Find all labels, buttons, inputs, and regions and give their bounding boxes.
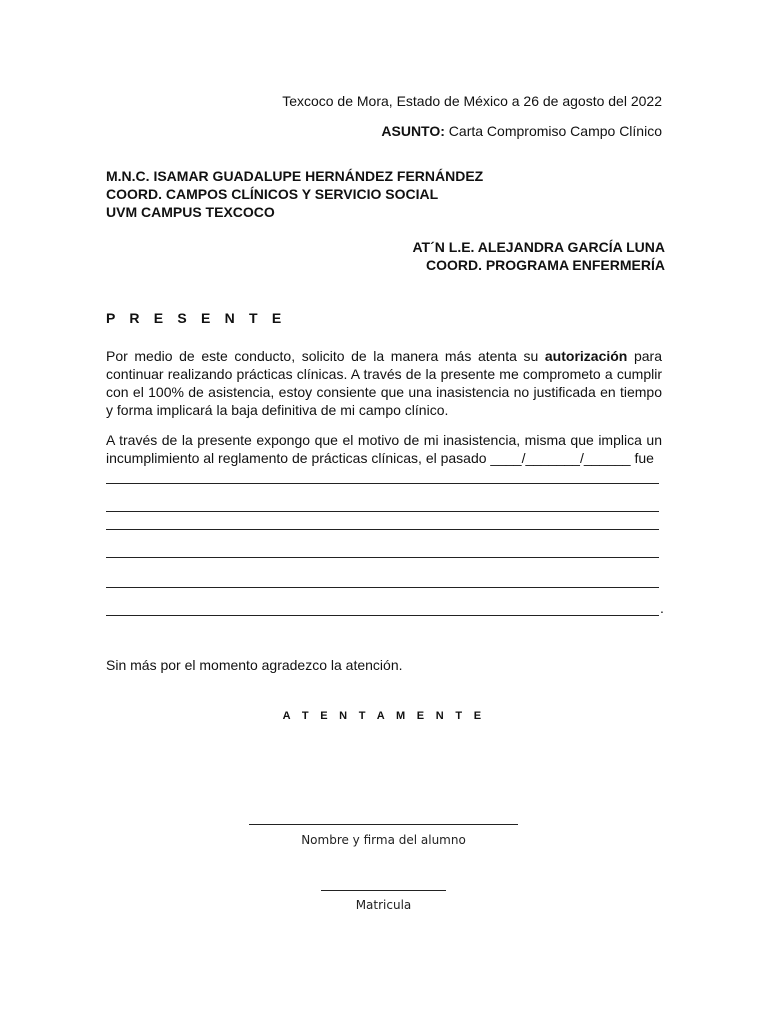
subject-line xyxy=(381,122,662,140)
place-date: Texcoco de Mora, Estado de México a 26 de agosto del 2022 xyxy=(282,93,662,109)
signature-label: Nombre y firma del alumno xyxy=(301,833,466,847)
paragraph-1-bold: autorización xyxy=(544,348,628,364)
reason-blank-line-3[interactable] xyxy=(106,529,659,530)
reason-blank-line-1[interactable] xyxy=(106,483,659,484)
paragraph-1-end: para continuar realizando prácticas clínicas. A través de la presente me comprometo a cumplir con el 100% de asistencia, estoy consiente que una inasistencia no justificada en tiempo y forma implicará la baja definitiva de mi campo clínico. xyxy=(106,348,662,418)
reason-blank-line-4[interactable] xyxy=(106,557,659,558)
addressee-role: COORD. CAMPOS CLÍNICOS Y SERVICIO SOCIAL xyxy=(106,186,439,202)
addressee-campus: UVM CAMPUS TEXCOCO xyxy=(106,204,275,220)
signature-line[interactable] xyxy=(249,824,518,825)
addressee-name: M.N.C. ISAMAR GUADALUPE HERNÁNDEZ FERNÁNDEZ xyxy=(106,168,484,184)
final-period: . xyxy=(660,600,664,616)
paragraph-authorization xyxy=(106,347,662,419)
attention-role: COORD. PROGRAMA ENFERMERÍA xyxy=(425,257,665,273)
paragraph-absence: A través de la presente expongo que el motivo de mi inasistencia, misma que implica un incumplimiento al reglamento de prácticas clínicas, el pasado ____/_______/______ fue xyxy=(106,432,662,466)
attention-name: AT´N L.E. ALEJANDRA GARCÍA LUNA xyxy=(412,239,665,255)
reason-blank-line-6[interactable] xyxy=(106,615,659,616)
sign-off: A T E N T A M E N T E xyxy=(282,710,486,722)
subject-label: ASUNTO: xyxy=(381,123,445,139)
reason-blank-line-5[interactable] xyxy=(106,587,659,588)
addressee-block xyxy=(106,167,483,221)
student-id-line[interactable] xyxy=(321,890,446,891)
greeting: P R E S E N T E xyxy=(106,310,287,326)
paragraph-1-start: Por medio de este conducto, solicito de la manera más atenta su xyxy=(106,348,545,364)
student-id-label: Matricula xyxy=(355,898,412,912)
attention-block xyxy=(412,238,665,274)
subject-text: Carta Compromiso Campo Clínico xyxy=(444,123,662,139)
closing-line: Sin más por el momento agradezco la atención. xyxy=(106,657,403,673)
reason-blank-line-2[interactable] xyxy=(106,511,659,512)
